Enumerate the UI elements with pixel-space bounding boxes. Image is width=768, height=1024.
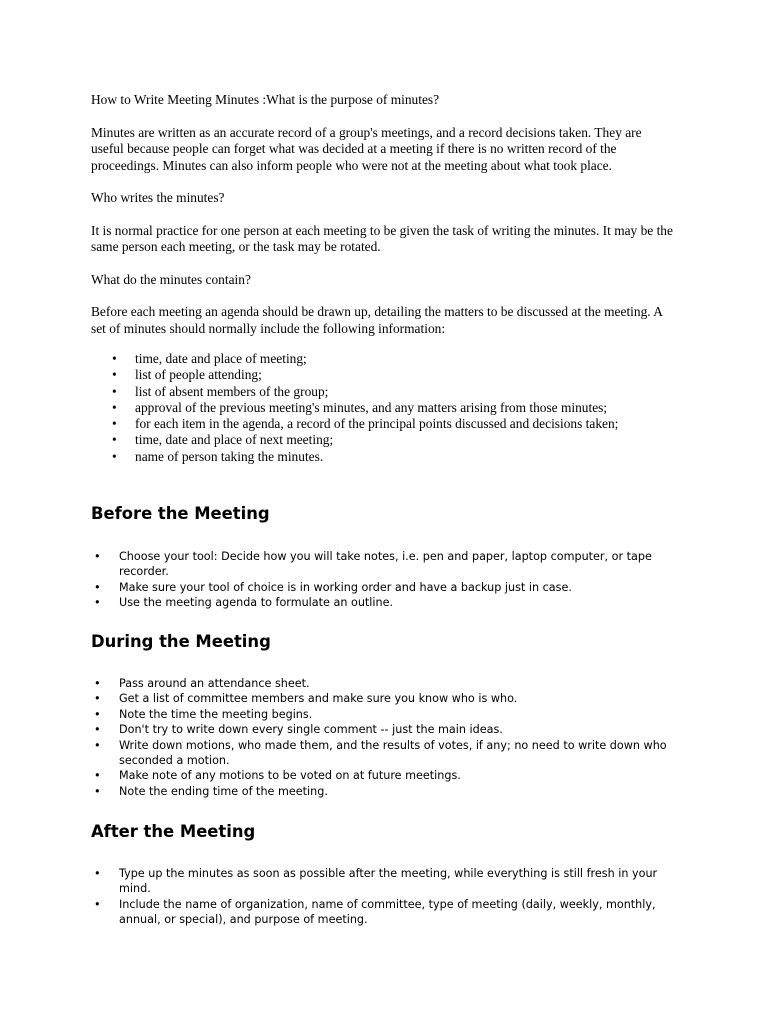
during-heading: During the Meeting	[91, 632, 271, 651]
list-item: • Make note of any motions to be voted on at future meetings.	[91, 768, 676, 783]
list-item: • Include the name of organization, name of committee, type of meeting (daily, weekly, monthly, annual, or special), and purpose of meeting.	[91, 897, 676, 928]
who-writes-question: Who writes the minutes?	[91, 190, 225, 205]
intro-section	[91, 92, 676, 465]
list-item: • name of person taking the minutes.	[91, 449, 676, 465]
list-item: • Note the time the meeting begins.	[91, 707, 676, 722]
list-item: • Don't try to write down every single comment -- just the main ideas.	[91, 722, 676, 737]
list-item: • Type up the minutes as soon as possible after the meeting, while everything is still fresh in your mind.	[91, 866, 676, 897]
contents-list	[91, 351, 676, 465]
list-item: • Write down motions, who made them, and the results of votes, if any; no need to write down who seconded a motion.	[91, 738, 676, 769]
list-item: • time, date and place of next meeting;	[91, 432, 676, 448]
who-writes-paragraph: It is normal practice for one person at each meeting to be given the task of writing the minutes. It may be the same person each meeting, or the task may be rotated.	[91, 222, 673, 254]
document-page	[91, 92, 676, 465]
list-item: • Choose your tool: Decide how you will take notes, i.e. pen and paper, laptop computer, or tape recorder.	[91, 549, 676, 580]
list-item: • for each item in the agenda, a record of the principal points discussed and decisions taken;	[91, 416, 676, 432]
list-item: • Make sure your tool of choice is in working order and have a backup just in case.	[91, 580, 676, 595]
list-item: • list of people attending;	[91, 367, 676, 383]
document-title: How to Write Meeting Minutes :What is the purpose of minutes?	[91, 92, 440, 107]
before-heading: Before the Meeting	[91, 504, 270, 523]
after-list	[91, 866, 676, 928]
list-item: • Pass around an attendance sheet.	[91, 676, 676, 691]
list-item: • Get a list of committee members and make sure you know who is who.	[91, 691, 676, 706]
list-item: • Use the meeting agenda to formulate an outline.	[91, 595, 676, 610]
list-item: • list of absent members of the group;	[91, 384, 676, 400]
list-item: • approval of the previous meeting's minutes, and any matters arising from those minutes;	[91, 400, 676, 416]
contents-paragraph: Before each meeting an agenda should be drawn up, detailing the matters to be discussed at the meeting. A set of minutes should normally include the following information:	[91, 304, 663, 336]
contents-question: What do the minutes contain?	[91, 271, 251, 287]
during-list	[91, 676, 676, 799]
purpose-paragraph: Minutes are written as an accurate record of a group's meetings, and a record decisions taken. They are useful because people can forget what was decided at a meeting if there is no written record of the proceedings. Minutes can also inform people who were not at the meeting about what took place.	[91, 124, 642, 173]
before-list	[91, 549, 676, 611]
list-item: • time, date and place of meeting;	[91, 351, 676, 367]
list-item: • Note the ending time of the meeting.	[91, 784, 676, 799]
after-heading: After the Meeting	[91, 822, 256, 841]
